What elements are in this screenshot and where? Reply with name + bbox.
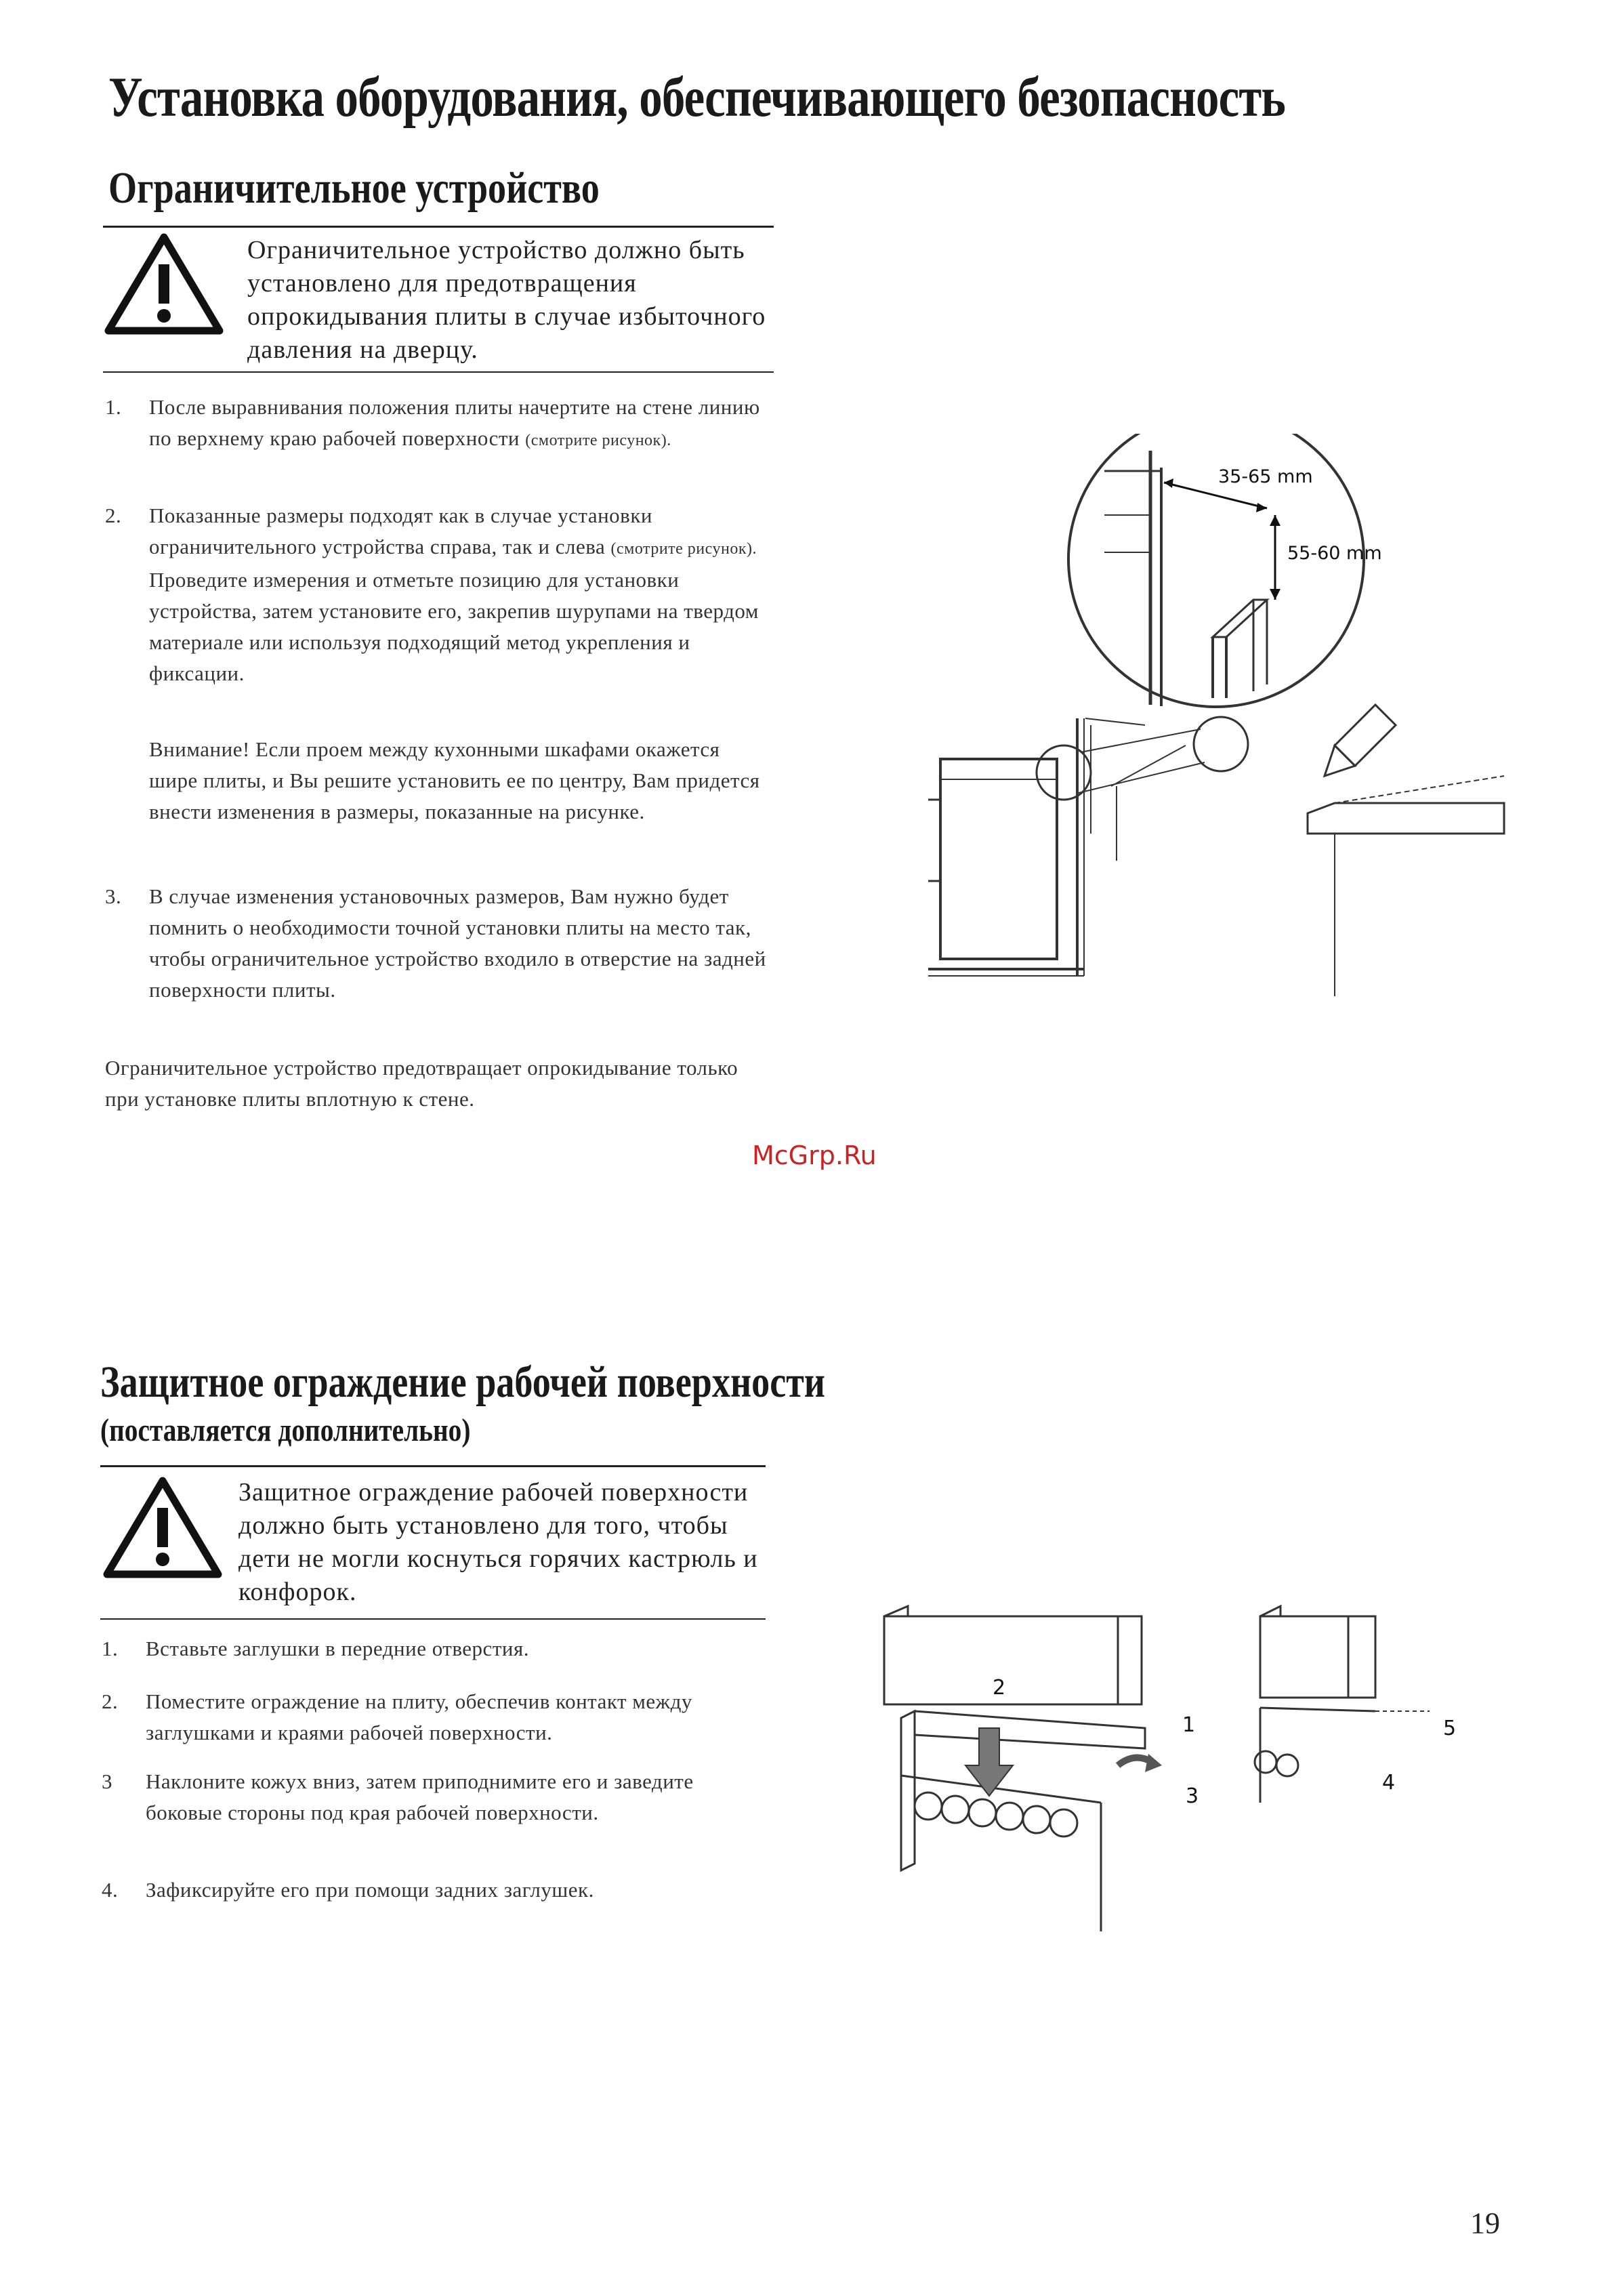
section2-list	[102, 1633, 766, 1918]
page-number: 19	[1470, 2207, 1500, 2240]
section1-footer-text: Ограничительное устройство предотвращает опрокидывание только при установке плиты вплотную к стене.	[105, 1056, 738, 1111]
callout-label: 4	[1382, 1771, 1396, 1795]
section1-warning-text: Ограничительное устройство должно быть установлено для предотвращения опрокидывания плиты в случае избыточного давления на дверцу.	[247, 236, 766, 364]
list-item: 1. Вставьте заглушки в передние отверстия.	[102, 1637, 529, 1660]
list-item: Внимание! Если проем между кухонными шкафами окажется шире плиты, и Вы решите установить ее по центру, Вам придется внести изменения в размеры, показанные на рисунке.	[149, 737, 760, 823]
list-item: 3 Наклоните кожух вниз, затем приподнимите его и заведите боковые стороны под края рабочей поверхности.	[102, 1769, 694, 1824]
section2-heading: Защитное ограждение рабочей поверхности	[100, 1357, 825, 1407]
list-item: 2. Поместите ограждение на плиту, обеспечив контакт между заглушками и краями рабочей поверхности.	[102, 1689, 692, 1744]
list-item: 2. Показанные размеры подходят как в случае установки ограничительного устройства справа, так и слева (смотрите рисунок). Проведите измерения и отметьте позицию для установки устройства, затем установите его, закрепив шурупами на твердом материале или используя подходящий метод укрепления и фиксации.	[105, 504, 759, 685]
watermark: McGrp.Ru	[752, 1141, 877, 1170]
callout-label: 3	[1186, 1784, 1199, 1808]
callout-label: 1	[1182, 1713, 1196, 1737]
section2-warning-rule	[100, 1618, 766, 1620]
section2-rule	[100, 1465, 766, 1467]
section1-heading: Ограничительное устройство	[108, 163, 600, 213]
warning-triangle-icon	[102, 1474, 224, 1582]
warning-triangle-icon	[103, 230, 225, 339]
anti-tilt-figure	[901, 434, 1511, 996]
list-item: 3. В случае изменения установочных размеров, Вам нужно будет помнить о необходимости точной установки плиты на место так, чтобы ограничительное устройство входило в отверстие на задней поверхности плиты.	[105, 884, 766, 1002]
section2-warning-text: Защитное ограждение рабочей поверхности должно быть установлено для того, чтобы дети не могли коснуться горячих кастрюль и конфорок.	[238, 1478, 758, 1606]
list-item: 4. Зафиксируйте его при помощи задних заглушек.	[102, 1878, 594, 1902]
callout-label: 5	[1443, 1717, 1457, 1740]
section1-rule	[103, 226, 774, 228]
dimension-label: 35-65 mm	[1218, 466, 1313, 487]
section2-subheading: (поставляется дополнительно)	[100, 1412, 471, 1448]
guard-installation-figure	[860, 1599, 1511, 1931]
callout-label: 2	[993, 1676, 1006, 1700]
pencil-icon	[1325, 705, 1396, 776]
page-title: Установка оборудования, обеспечивающего безопасность	[108, 66, 1286, 129]
list-item: 1. После выравнивания положения плиты начертите на стене линию по верхнему краю рабочей поверхности (смотрите рисунок).	[105, 395, 760, 450]
section1-warning-rule	[103, 371, 774, 373]
dimension-label: 55-60 mm	[1287, 543, 1382, 564]
section1-list	[105, 392, 769, 1137]
